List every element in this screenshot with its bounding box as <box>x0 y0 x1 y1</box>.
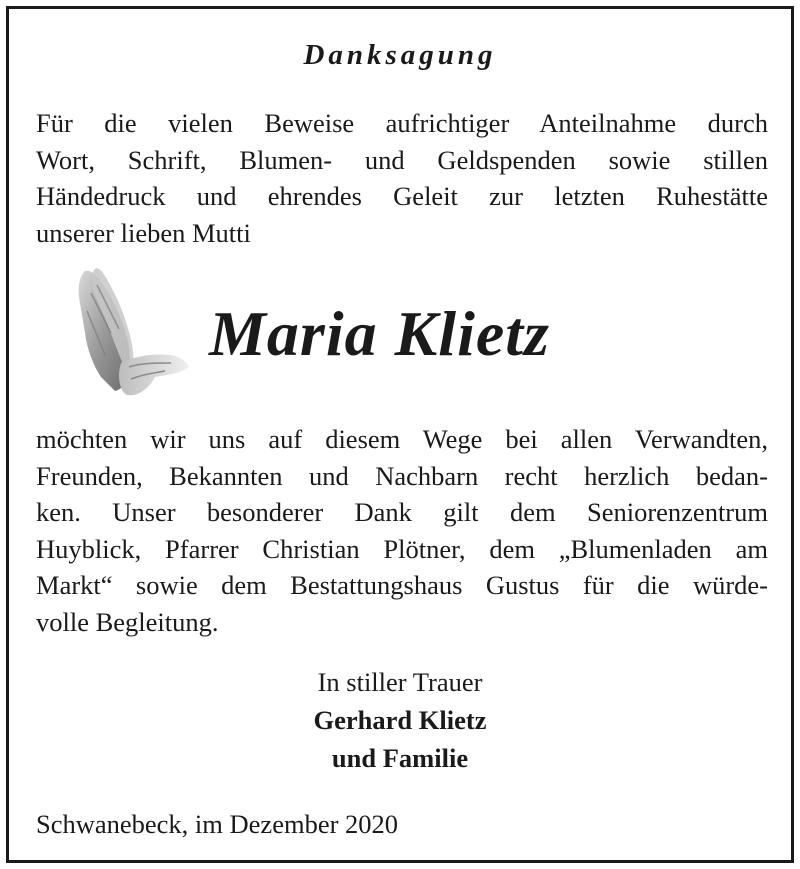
deceased-name: Maria Klietz <box>209 298 550 369</box>
body-line: volle Begleitung. <box>36 606 219 637</box>
heading: Danksagung <box>303 39 497 71</box>
obituary-card <box>6 6 794 863</box>
intro-line: Wort, Schrift, Blumen- und Geldspenden sowie stillen <box>36 144 768 175</box>
body-line: Markt“ sowie dem Bestattungshaus Gustus für die würde- <box>36 570 768 600</box>
signature-family: und Familie <box>331 743 469 773</box>
intro-line: Für die vielen Beweise aufrichtiger Anteilnahme durch <box>36 108 768 138</box>
body-line: möchten wir uns auf diesem Wege bei allen Verwandten, <box>36 424 768 454</box>
body-line: Huyblick, Pfarrer Christian Plötner, dem „Blumenladen am <box>36 533 768 564</box>
signature-intro: In stiller Trauer <box>317 667 483 697</box>
intro-paragraph <box>36 105 768 251</box>
intro-line: Händedruck und ehrendes Geleit zur letzten Ruhestätte <box>36 181 768 211</box>
body-line: ken. Unser besonderer Dank gilt dem Seniorenzentrum <box>36 497 768 527</box>
place-date: Schwanebeck, im Dezember 2020 <box>36 809 399 839</box>
signature-name: Gerhard Klietz <box>313 705 487 735</box>
praying-hands-icon <box>71 263 191 403</box>
intro-line: unserer lieben Mutti <box>36 217 251 248</box>
body-paragraph <box>36 421 768 640</box>
body-line: Freunden, Bekannten und Nachbarn recht herzlich bedan- <box>36 460 768 491</box>
